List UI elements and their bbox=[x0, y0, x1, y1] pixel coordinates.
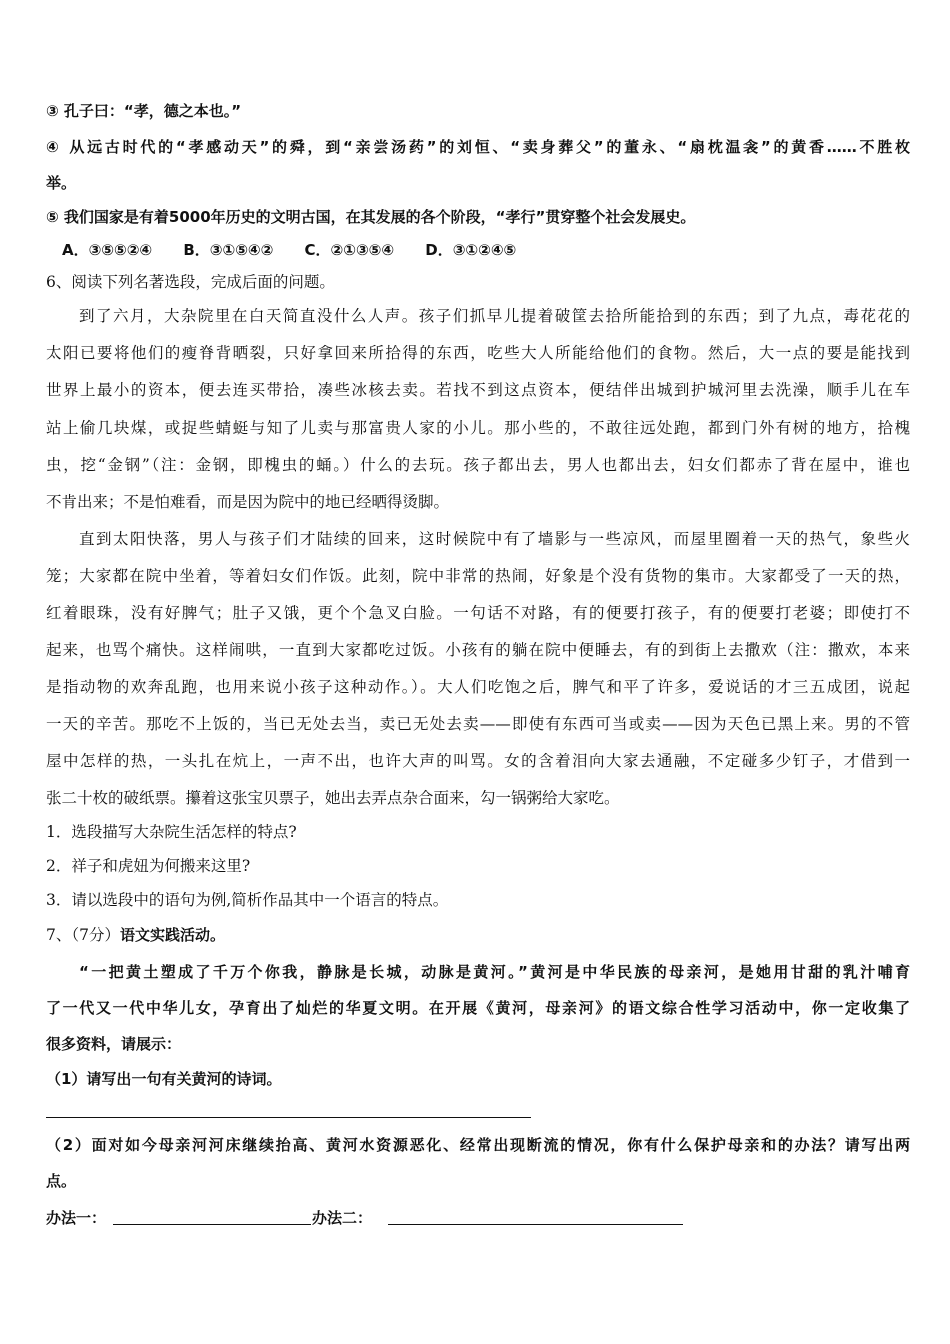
q7-heading-title: 语文实践活动。 bbox=[119, 926, 225, 944]
q7-intro-line-3: 很多资料，请展示： bbox=[46, 1035, 182, 1053]
q6-p2-line-2: 笼；大家都在院中坐着，等着妇女们作饭。此刻，院中非常的热闹，好象是个没有货物的集市。大家都受了一天的热， bbox=[46, 567, 910, 585]
q7-heading bbox=[46, 925, 910, 945]
q6-p2-line-6: 一天的辛苦。那吃不上饭的，当已无处去当，卖已无处去卖——即使有东西可当或卖——因为天色已黑上来。男的不管 bbox=[46, 715, 910, 733]
q7-sub-2-line-2: 点。 bbox=[46, 1172, 77, 1190]
method-2-label: 办法二： bbox=[312, 1209, 373, 1227]
q7-sub-2-line-1: （2）面对如今母亲河河床继续抬高、黄河水资源恶化、经常出现断流的情况，你有什么保护母亲和的办法？请写出两 bbox=[46, 1136, 910, 1154]
q6-p2-line-1: 直到太阳快落，男人与孩子们才陆续的回来，这时候院中有了墙影与一些凉风，而屋里圈着一天的热气，象些火 bbox=[79, 530, 910, 548]
q5-item-4-line-2: 举。 bbox=[46, 174, 77, 192]
q7-intro-line-1: “一把黄土塑成了千万个你我，静脉是长城，动脉是黄河。”黄河是中华民族的母亲河，是她用甘甜的乳汁哺育 bbox=[79, 963, 910, 981]
q5-options bbox=[62, 240, 910, 260]
q6-p2-line-5: 是指动物的欢奔乱跑，也用来说小孩子这种动作。）。大人们吃饱之后，脾气和平了许多，爱说话的才三五成团，说起 bbox=[46, 678, 910, 696]
q5-option-a[interactable]: A．③⑤⑤②④ bbox=[62, 241, 153, 259]
q7-intro-line-2: 了一代又一代中华儿女，孕育出了灿烂的华夏文明。在开展《黄河，母亲河》的语文综合性学习活动中，你一定收集了 bbox=[46, 999, 910, 1017]
q7-heading-number: 7、（7分） bbox=[46, 926, 120, 944]
q6-p2-line-8: 张二十枚的破纸票。攥着这张宝贝票子，她出去弄点杂合面来，勾一锅粥给大家吃。 bbox=[46, 789, 620, 807]
q6-question-3: 3．请以选段中的语句为例,简析作品其中一个语言的特点。 bbox=[46, 891, 449, 909]
q6-p1-line-2: 太阳已要将他们的瘦脊背晒裂，只好拿回来所拾得的东西，吃些大人所能给他们的食物。然后，大一点的要是能找到 bbox=[46, 344, 910, 362]
q6-heading: 6、阅读下列名著选段，完成后面的问题。 bbox=[46, 273, 335, 291]
method-1-label: 办法一： bbox=[46, 1209, 107, 1227]
q6-question-1: 1．选段描写大杂院生活怎样的特点? bbox=[46, 823, 297, 841]
q6-p1-line-3: 世界上最小的资本，便去连买带拾，凑些冰核去卖。若找不到这点资本，便结伴出城到护城河里去洗澡，顺手儿在车 bbox=[46, 381, 910, 399]
q7-sub-1-answer-line[interactable] bbox=[46, 1116, 531, 1118]
q6-p2-line-3: 红着眼珠，没有好脾气；肚子又饿，更个个急叉白脸。一句话不对路，有的便要打孩子，有的便要打老婆；即使打不 bbox=[46, 604, 910, 622]
method-2-answer-line[interactable] bbox=[388, 1223, 683, 1225]
q6-p1-line-1: 到了六月，大杂院里在白天简直没什么人声。孩子们抓早儿提着破筐去拾所能拾到的东西；到了九点，毒花花的 bbox=[79, 307, 910, 325]
q5-option-c[interactable]: C．②①③⑤④ bbox=[304, 241, 395, 259]
q6-p2-line-4: 起来，也骂个痛快。这样闹哄，一直到大家都吃过饭。小孩有的躺在院中便睡去，有的到街上去撒欢（注：撒欢，本来 bbox=[46, 641, 910, 659]
method-1-answer-line[interactable] bbox=[113, 1223, 311, 1225]
q6-question-2: 2．祥子和虎妞为何搬来这里? bbox=[46, 857, 251, 875]
q5-item-5: ⑤ 我们国家是有着5000年历史的文明古国，在其发展的各个阶段，“孝行”贯穿整个社会发展史。 bbox=[46, 208, 696, 226]
q5-item-4-line-1: ④ 从远古时代的“孝感动天”的舜，到“亲尝汤药”的刘恒、“卖身葬父”的董永、“扇枕温衾”的黄香……不胜枚 bbox=[46, 138, 910, 156]
q6-p2-line-7: 屋中怎样的热，一头扎在炕上，一声不出，也许大声的叫骂。女的含着泪向大家去通融，不定碰多少钉子，才借到一 bbox=[46, 752, 910, 770]
q6-p1-line-6: 不肯出来；不是怕难看，而是因为院中的地已经晒得烫脚。 bbox=[46, 493, 450, 511]
q5-option-d[interactable]: D．③①②④⑤ bbox=[425, 241, 517, 259]
q5-item-3: ③ 孔子曰：“孝，德之本也。” bbox=[46, 102, 242, 120]
q6-p1-line-5: 虫，挖“金钢”（注：金钢，即槐虫的蛹。）什么的去玩。孩子都出去，男人也都出去，妇女们都赤了背在屋中，谁也 bbox=[46, 456, 910, 474]
q6-p1-line-4: 站上偷几块煤，或捉些蜻蜓与知了儿卖与那富贵人家的小儿。那小些的，不敢往远处跑，都到门外有树的地方，拾槐 bbox=[46, 419, 910, 437]
q7-sub-1: （1）请写出一句有关黄河的诗词。 bbox=[46, 1070, 282, 1088]
q5-option-b[interactable]: B．③①⑤④② bbox=[183, 241, 274, 259]
